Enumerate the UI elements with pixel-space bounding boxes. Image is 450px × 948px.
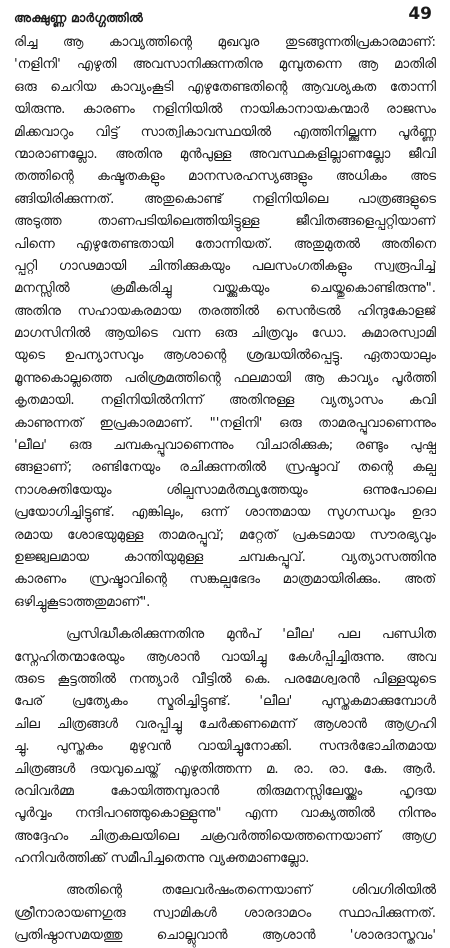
text-line: പ്പറ്റി ഗാഢമായി ചിന്തിക്കുകയും പലസംഗതികളും സ്വരൂപിച്ച് [14,258,436,274]
text-line: ച്ചു. പുസ്തകം മുഴുവൻ വായിച്ചുനോക്കി. സന്ദർഭോചിതമായ [14,739,436,755]
text-line: ഉജ്ജ്വലമായ കാന്തിയുമുള്ള ചമ്പകപ്പൂവ്. വ്യത്യാസത്തിനു [14,549,436,565]
text-line: പ്രതിഷ്ഠാസമയത്തു ചൊല്ലുവാൻ ആശാൻ 'ശാരദാസ്തവം' [14,928,436,944]
text-line: പ്രസിദ്ധീകരിക്കുന്നതിനു മുൻപ് 'ലീല' പല പണ്ഡിത [66,627,436,643]
text-line: യിരുന്നു. കാരണം നളിനിയിൽ നായികാനായകന്മാർ രാജസം [14,102,436,118]
text-line: പ്രയോഗിച്ചിട്ടുണ്ട്. എങ്കിലും, ഒന്ന് ശാന്തമായ സുഗന്ധവും ഉദാ [14,505,436,521]
text-line: കൃതമായി. നളിനിയിൽനിന്ന് അതിനുള്ള വ്യത്യാസം കവി [14,393,436,409]
running-head [14,4,436,32]
paragraph-1 [14,32,436,614]
text-line: രവിവർമ്മ കോയിത്തമ്പുരാൻ തിരുമനസ്സിലേയ്ക്കും ഹൃദയ [14,783,436,799]
text-line: ഒഴിച്ചുകൂടാത്തതുമാണ്". [14,594,151,610]
paragraph-gap [14,870,436,880]
text-line: മാഗസിനിൽ ആയിടെ വന്ന ഒരു ചിത്രവും ഡോ. കുമാരസ്വാമി [14,326,436,342]
text-line: 'നളിനി' എഴുതി അവസാനിക്കുന്നതിനു മുമ്പുതന്നെ ആ മാതിരി [14,57,436,73]
paragraph-2 [14,624,436,870]
text-line: രമായ ശോഭയുമുള്ള താമരപ്പൂവ്; മറ്റേത് പ്രകടമായ സൗരഭ്യവും [14,527,436,543]
text-line: ശ്രീനാരായണഗുരു സ്വാമികൾ ശാരദാമഠം സ്ഥാപിക്കുന്നത്. [14,905,436,921]
running-title: അക്ഷുണ്ണ മാർഗ്ഗത്തിൽ [14,10,143,25]
text-line: ഒരു ചെറിയ കാവ്യംകൂടി എഴുതേണ്ടതിന്റെ ആവശ്യകത തോന്നി [14,79,436,95]
text-line: അതിന്റെ തലേവർഷംതന്നെയാണ് ശിവഗിരിയിൽ [66,883,436,899]
text-line: രിച്ച ആ കാവ്യത്തിന്റെ മുഖവുര തുടങ്ങുന്നതിപ്രകാരമാണ്: [14,35,436,50]
text-line: നാശക്തിയേയും ശില്പസാമർത്ഥ്യത്തേയും ഒന്നുപോലെ [14,482,436,498]
text-line: യുടെ ഉപന്യാസവും ആശാന്റെ ശ്രദ്ധയിൽപ്പെട്ടു. ഏതായാലും [14,348,436,364]
text-line: കാരണം സ്രഷ്ടാവിന്റെ സങ്കല്പഭേദം മാത്രമായിരിക്കും. അത് [14,572,436,588]
text-line: പേര് പ്രത്യേകം സ്മരിച്ചിട്ടുണ്ട്. 'ലീല' പുസ്തകമാക്കുമ്പോൾ [14,694,436,710]
text-line: 'ലീല' ഒരു ചമ്പകപ്പൂവാണെന്നും വിചാരിക്കുക; രണ്ടും പുഷ്പ [14,438,436,454]
text-line: അതിനു സഹായകരമായ തരത്തിൽ സെൻട്രൽ ഹിന്ദുകോളജ് [14,303,436,319]
text-line: അദ്ദേഹം ചിത്രകലയിലെ ചക്രവർത്തിയെത്തന്നെയാണ് ആഗ്ര [14,828,436,844]
text-line: അടുത്ത താണപടിയിലെത്തിയിട്ടുള്ള ജീവിതങ്ങളെപ്പറ്റിയാണ് [14,214,436,230]
text-line: ന്മാരാണല്ലോ. അതിനു മുൻപുള്ള അവസ്ഥകളില്ലാണല്ലോ ജീവി [14,146,436,162]
text-line: മിക്കവാറും വിട്ട് സാത്വികാവസ്ഥയിൽ എത്തിനില്ക്കുന്ന പൂർണ്ണ [14,124,436,140]
text-line: ഹനിവർത്തിക്ക് സമീപിച്ചതെന്നു വ്യക്തമാണല്ലോ. [14,851,310,867]
text-line: പിന്നെ എഴുതേണ്ടതായി തോന്നിയത്. അതുമുതൽ അതിനെ [14,236,436,252]
body-text [14,32,436,948]
text-line: മനസ്സിൽ ക്രമീകരിച്ചു വയ്ക്കുകയും ചെയ്തുകൊണ്ടിരുന്നു". [14,281,436,297]
text-line: ങ്ങിയിരിക്കുന്നത്. അതുകൊണ്ട് നളിനിയിലെ പാത്രങ്ങളുടെ [14,191,436,207]
text-line: ചില ചിത്രങ്ങൾ വരപ്പിച്ചു ചേർക്കണമെന്ന് ആശാൻ ആഗ്രഹി [14,716,436,732]
text-line: കാണുന്നത് ഇപ്രകാരമാണ്. "'നളിനി' ഒരു താമരപ്പൂവാണെന്നും [14,415,436,431]
text-line: മൂന്നുകൊല്ലത്തെ പരിശ്രമത്തിന്റെ ഫലമായി ആ കാവ്യം പൂർത്തി [14,370,436,386]
page-number: 49 [408,4,432,24]
paragraph-3 [14,880,436,947]
text-line: രുടെ കൂട്ടത്തിൽ നന്ത്യാർ വീട്ടിൽ കെ. പരമേശ്വരൻ പിള്ളയുടെ [14,671,436,687]
paragraph-gap [14,614,436,624]
text-line: ചിത്രങ്ങൾ ദയവുചെയ്ത് എഴുതിത്തന്ന മ. രാ. രാ. കേ. ആർ. [14,761,436,777]
text-line: തത്തിന്റെ കഷ്ടതകളും മാനസരഹസ്യങ്ങളും അധികം അട [14,169,436,185]
text-line: ങ്ങളാണ്; രണ്ടിനേയും രചിക്കുന്നതിൽ സ്രഷ്ടാവ് തന്റെ കല്പ [14,460,436,476]
text-line: പൂർവ്വം നന്ദിപറഞ്ഞുകൊള്ളുന്നു" എന്ന വാക്യത്തിൽ നിന്നും [14,806,436,822]
text-line: സ്നേഹിതന്മാരേയും ആശാൻ വായിച്ചു കേൾപ്പിച്ചിരുന്നു. അവ [14,649,436,665]
